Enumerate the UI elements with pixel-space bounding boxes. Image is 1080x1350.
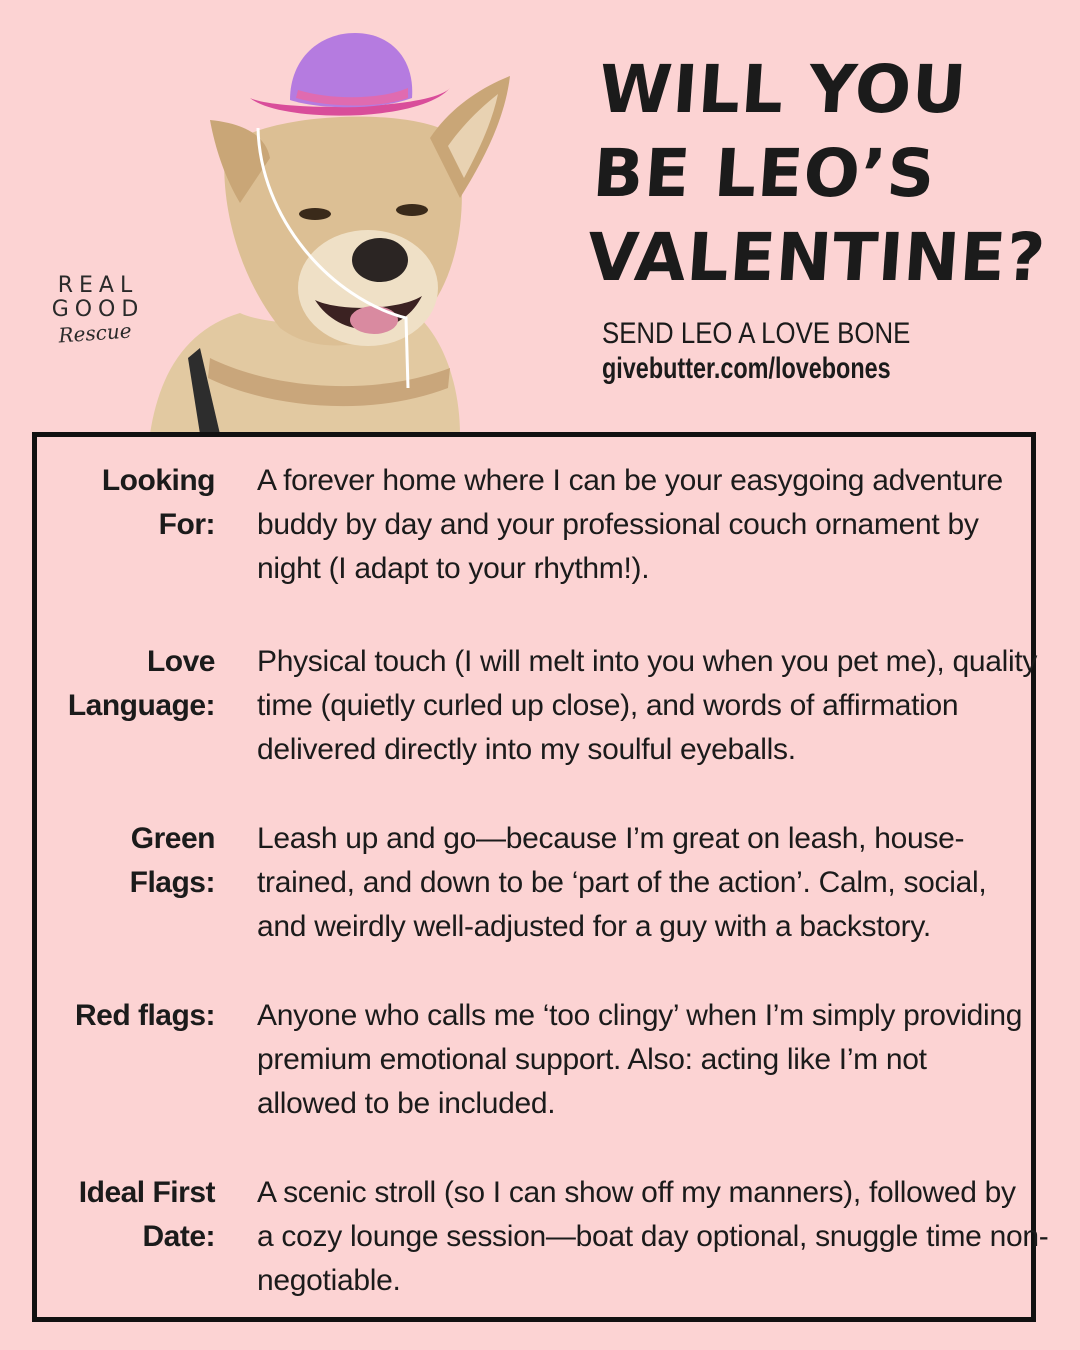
headline-line-2: BE LEO’S [590, 135, 939, 212]
row-label: Love Language: [67, 645, 215, 722]
row-text: A forever home where I can be your easygoing adventure buddy by day and your professional couch ornament by night (I adapt to your rhythm!). [257, 464, 1003, 585]
row-label: Looking For: [101, 464, 215, 541]
row-label: Green Flags: [129, 822, 215, 899]
headline-line-3: VALENTINE? [584, 219, 1049, 296]
logo-word-good: GOOD [51, 297, 145, 322]
profile-box [32, 432, 1049, 1322]
row-text: Leash up and go—because I’m great on leash, house- trained, and down to be ‘part of the action’. Calm, social, and weirdly well-adjusted for a guy with a backstory. [257, 822, 987, 943]
headline-line-1: WILL YOU [596, 51, 970, 128]
row-label: Ideal First Date: [78, 1176, 215, 1253]
row-text: Anyone who calls me ‘too clingy’ when I’m simply providing premium emotional support. Also: acting like I’m not allowed to be included. [257, 999, 1023, 1120]
row-label: Red flags: [74, 999, 215, 1032]
row-text: A scenic stroll (so I can show off my manners), followed by a cozy lounge session—boat day optional, snuggle time non- negotiable. [257, 1176, 1049, 1297]
row-text: Physical touch (I will melt into you when you pet me), quality time (quietly curled up close), and words of affirmation delivered directly into my soulful eyeballs. [257, 645, 1038, 766]
logo-word-real: REAL [57, 273, 139, 298]
cta-text: SEND LEO A LOVE BONE [602, 317, 911, 350]
dog-photo [130, 28, 530, 434]
headline [584, 48, 1062, 300]
call-to-action [602, 316, 1042, 386]
donation-link[interactable]: givebutter.com/lovebones [602, 352, 891, 385]
logo-word-rescue: Rescue [57, 318, 133, 348]
